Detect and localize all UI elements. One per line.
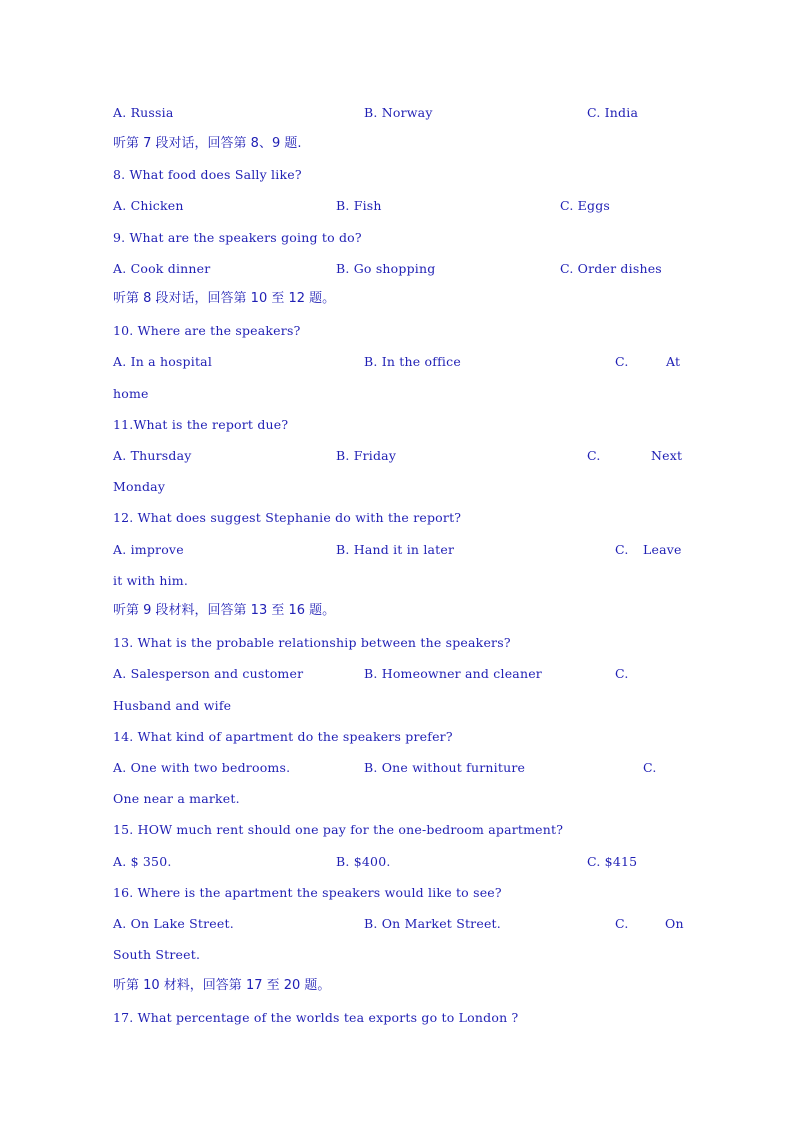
- q16-option-c-wrap: South Street.: [113, 947, 201, 962]
- option-b: B. Norway: [364, 105, 433, 120]
- option-c-text: On: [665, 916, 684, 931]
- question-8: 8. What food does Sally like?: [113, 167, 302, 182]
- section-heading-7: 听第 7 段对话，回答第 8、9 题.: [113, 136, 302, 151]
- question-14: 14. What kind of apartment do the speakers prefer?: [113, 729, 453, 744]
- option-b: B. Hand it in later: [336, 542, 455, 557]
- option-b: B. Fish: [336, 198, 382, 213]
- q11-option-c-wrap: Monday: [113, 479, 166, 494]
- option-a: A. In a hospital: [113, 354, 213, 369]
- question-16: 16. Where is the apartment the speakers would like to see?: [113, 885, 502, 900]
- question-15: 15. HOW much rent should one pay for the one-bedroom apartment?: [113, 822, 564, 837]
- option-b: B. $400.: [336, 854, 391, 869]
- question-13: 13. What is the probable relationship between the speakers?: [113, 635, 511, 650]
- option-b: B. Homeowner and cleaner: [364, 666, 542, 681]
- section-heading-10: 听第 10 材料，回答第 17 至 20 题。: [113, 978, 331, 993]
- q13-option-c-wrap: Husband and wife: [113, 698, 232, 713]
- question-10: 10. Where are the speakers?: [113, 323, 301, 338]
- option-c-text: Next: [651, 448, 683, 463]
- option-c: C.: [615, 354, 629, 369]
- question-17: 17. What percentage of the worlds tea exports go to London ?: [113, 1010, 519, 1025]
- option-c-text: Leave: [643, 542, 682, 557]
- option-c: C. India: [587, 105, 639, 120]
- option-a: A. One with two bedrooms.: [113, 760, 291, 775]
- option-c: C.: [643, 760, 657, 775]
- option-b: B. Friday: [336, 448, 397, 463]
- option-a: A. improve: [113, 542, 184, 557]
- option-a: A. Russia: [113, 105, 174, 120]
- option-b: B. In the office: [364, 354, 461, 369]
- option-c: C.: [615, 666, 629, 681]
- option-a: A. $ 350.: [113, 854, 172, 869]
- option-a: A. Salesperson and customer: [113, 666, 304, 681]
- option-b: B. On Market Street.: [364, 916, 501, 931]
- q10-option-c-wrap: home: [113, 386, 149, 401]
- question-11: 11.What is the report due?: [113, 417, 289, 432]
- option-a: A. Cook dinner: [113, 261, 211, 276]
- option-a: A. On Lake Street.: [113, 916, 234, 931]
- option-c: C. $415: [587, 854, 638, 869]
- q14-option-c-wrap: One near a market.: [113, 791, 240, 806]
- option-c: C.: [615, 542, 629, 557]
- option-a: A. Thursday: [113, 448, 192, 463]
- q12-option-c-wrap: it with him.: [113, 573, 189, 588]
- section-heading-8: 听第 8 段对话，回答第 10 至 12 题。: [113, 291, 336, 306]
- section-heading-9: 听第 9 段材料，回答第 13 至 16 题。: [113, 603, 336, 618]
- option-c: C. Eggs: [560, 198, 611, 213]
- option-c: C.: [615, 916, 629, 931]
- option-b: B. Go shopping: [336, 261, 436, 276]
- option-c-text: At: [666, 354, 681, 369]
- option-c: C.: [587, 448, 601, 463]
- question-9: 9. What are the speakers going to do?: [113, 230, 362, 245]
- option-c: C. Order dishes: [560, 261, 662, 276]
- option-b: B. One without furniture: [364, 760, 526, 775]
- question-12: 12. What does suggest Stephanie do with the report?: [113, 510, 462, 525]
- option-a: A. Chicken: [113, 198, 184, 213]
